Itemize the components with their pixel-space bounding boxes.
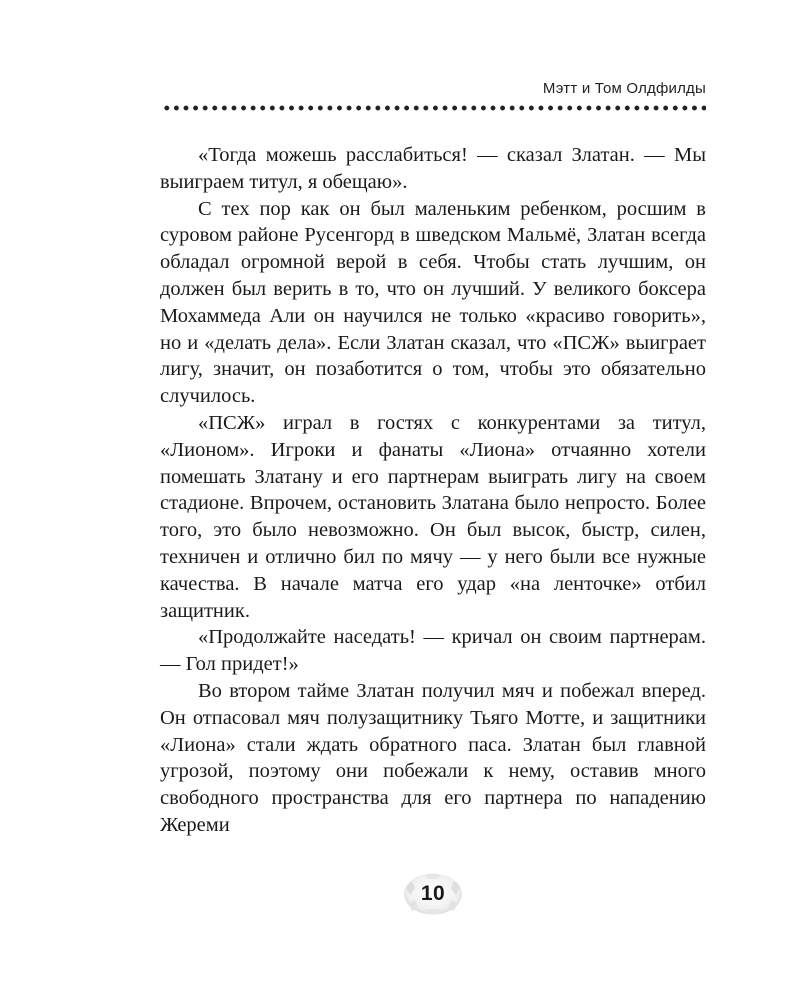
- paragraph: «Тогда можешь расслабиться! — сказал Златан. — Мы выиграем титул, я обещаю».: [160, 144, 706, 193]
- paragraph: «ПСЖ» играл в гостях с конкурентами за титул, «Лионом». Игроки и фанаты «Лиона» отчаянно хотели помешать Златану и его партнерам выиграть лигу на своем стадионе. Впрочем, остановить Златана было непросто. Более того, это было невозможно. Он был высок, быстр, силен, техничен и отлично бил по мячу — у него были все нужные качества. В начале матча его удар «на ленточке» отбил защитник.: [160, 411, 706, 622]
- page-number: 10: [420, 882, 446, 905]
- page-number-badge: [403, 873, 463, 915]
- paragraph: «Продолжайте наседать! — кричал он своим партнерам. — Гол придет!»: [160, 626, 706, 676]
- running-title: Мэтт и Том Олдфилды: [542, 80, 706, 97]
- dotted-divider: [162, 105, 706, 111]
- body-text: [160, 142, 706, 839]
- running-head: [160, 72, 706, 112]
- paragraph: С тех пор как он был маленьким ребенком, росшим в суровом районе Русенгорд в шведском Мальмё, Златан всегда обладал огромной верой в себя. Чтобы стать лучшим, он должен был верить в то, что он лучший. У великого боксера Мохаммеда Али он научился не только «красиво говорить», но и «делать дела». Если Златан сказал, что «ПСЖ» выиграет лигу, значит, он позаботится о том, чтобы это обязательно случилось.: [160, 197, 706, 408]
- paragraph: Во втором тайме Златан получил мяч и побежал вперед. Он отпасовал мяч полузащитнику Тьяго Мотте, и защитники «Лиона» стали ждать обратного паса. Златан был главной угрозой, поэтому они побежали к нему, оставив много свободного пространства для его партнера по нападению Жереми: [160, 679, 706, 836]
